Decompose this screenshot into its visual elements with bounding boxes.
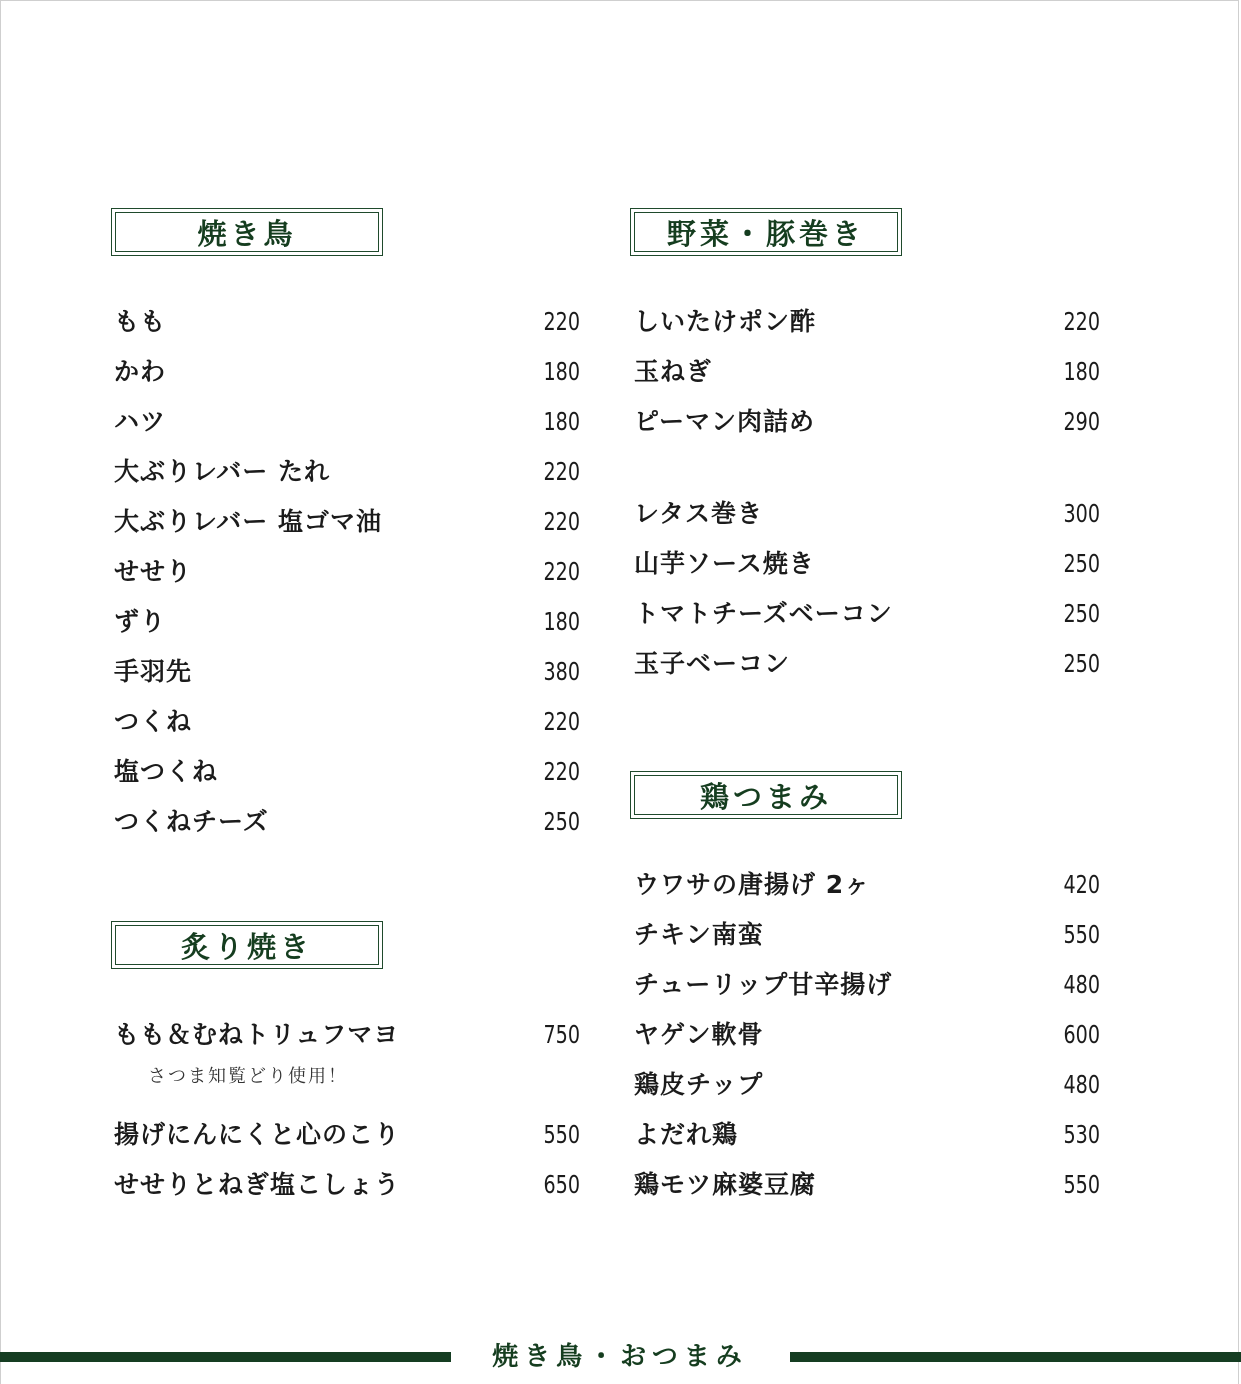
- menu-item-name: せせりとねぎ塩こしょう: [114, 1170, 401, 1199]
- menu-item-name: 大ぶりレバー たれ: [114, 457, 330, 486]
- menu-item-name: せせり: [114, 557, 193, 586]
- menu-item-name: つくね: [114, 707, 193, 736]
- menu-item-name: 玉子ベーコン: [634, 649, 791, 678]
- menu-item-name: つくねチーズ: [114, 807, 269, 836]
- section-title-yakitori-label: 焼き鳥: [115, 212, 379, 252]
- menu-item-price: 600: [1063, 1020, 1100, 1049]
- menu-item-name: ピーマン肉詰め: [634, 407, 816, 436]
- menu-item-name: 大ぶりレバー 塩ゴマ油: [114, 507, 382, 536]
- menu-item-price: 220: [543, 557, 580, 586]
- menu-item-name: よだれ鶏: [634, 1120, 739, 1149]
- menu-item-price: 480: [1063, 1070, 1100, 1099]
- menu-item-name: もも＆むねトリュフマヨ: [114, 1020, 400, 1049]
- menu-item-price: 220: [543, 507, 580, 536]
- menu-item-price: 300: [1063, 499, 1100, 528]
- section-title-yasai-label: 野菜・豚巻き: [634, 212, 898, 252]
- menu-item-note: さつま知覧どり使用！: [148, 1066, 348, 1087]
- menu-item-name: 山芋ソース焼き: [634, 549, 815, 578]
- menu-item-price: 290: [1063, 407, 1100, 436]
- menu-item-price: 550: [1063, 1170, 1100, 1199]
- menu-item-price: 220: [1063, 307, 1100, 336]
- section-title-toritsumami-label: 鶏つまみ: [634, 775, 898, 815]
- footer-label: 焼き鳥・おつまみ: [492, 1342, 748, 1372]
- section-title-aburi-label: 炙り焼き: [115, 925, 379, 965]
- menu-item-name: 鶏モツ麻婆豆腐: [634, 1170, 817, 1199]
- menu-item-name: 揚げにんにくと心のこり: [114, 1120, 401, 1149]
- menu-item-name: ヤゲン軟骨: [634, 1020, 764, 1049]
- menu-item-price: 220: [543, 307, 580, 336]
- menu-item-name: 鶏皮チップ: [634, 1070, 764, 1099]
- menu-item-name: チューリップ甘辛揚げ: [634, 970, 893, 999]
- menu-item-price: 480: [1063, 970, 1100, 999]
- menu-item-price: 220: [543, 707, 580, 736]
- footer-bar-right: [790, 1352, 1241, 1362]
- menu-item-name: もも: [114, 307, 167, 336]
- section-title-yasai: [630, 208, 902, 256]
- section-title-toritsumami: [630, 771, 902, 819]
- menu-item-name: レタス巻き: [634, 499, 764, 528]
- menu-item-price: 380: [543, 657, 580, 686]
- menu-item-price: 650: [543, 1170, 580, 1199]
- menu-item-price: 530: [1063, 1120, 1100, 1149]
- menu-item-name: ウワサの唐揚げ 2ヶ: [634, 870, 871, 899]
- menu-item-name: しいたけポン酢: [634, 307, 817, 336]
- menu-item-price: 420: [1063, 870, 1100, 899]
- menu-item-price: 180: [543, 357, 580, 386]
- menu-item-name: 玉ねぎ: [634, 357, 713, 386]
- menu-item-name: ずり: [114, 607, 167, 636]
- menu-item-price: 750: [543, 1020, 580, 1049]
- menu-item-price: 220: [543, 457, 580, 486]
- menu-item-price: 550: [1063, 920, 1100, 949]
- menu-item-price: 550: [543, 1120, 580, 1149]
- menu-item-price: 250: [543, 807, 580, 836]
- footer-bar-left: [0, 1352, 451, 1362]
- menu-item-price: 250: [1063, 649, 1100, 678]
- menu-item-name: かわ: [114, 357, 167, 386]
- menu-item-name: ハツ: [114, 407, 167, 436]
- section-title-yakitori: [111, 208, 383, 256]
- menu-item-price: 250: [1063, 599, 1100, 628]
- menu-item-price: 220: [543, 757, 580, 786]
- menu-item-price: 250: [1063, 549, 1100, 578]
- menu-item-price: 180: [543, 607, 580, 636]
- menu-item-name: トマトチーズベーコン: [634, 599, 893, 628]
- menu-item-name: 塩つくね: [114, 757, 219, 786]
- menu-item-price: 180: [543, 407, 580, 436]
- menu-item-price: 180: [1063, 357, 1100, 386]
- menu-item-name: 手羽先: [114, 657, 193, 686]
- menu-item-name: チキン南蛮: [634, 920, 764, 949]
- section-title-aburi: [111, 921, 383, 969]
